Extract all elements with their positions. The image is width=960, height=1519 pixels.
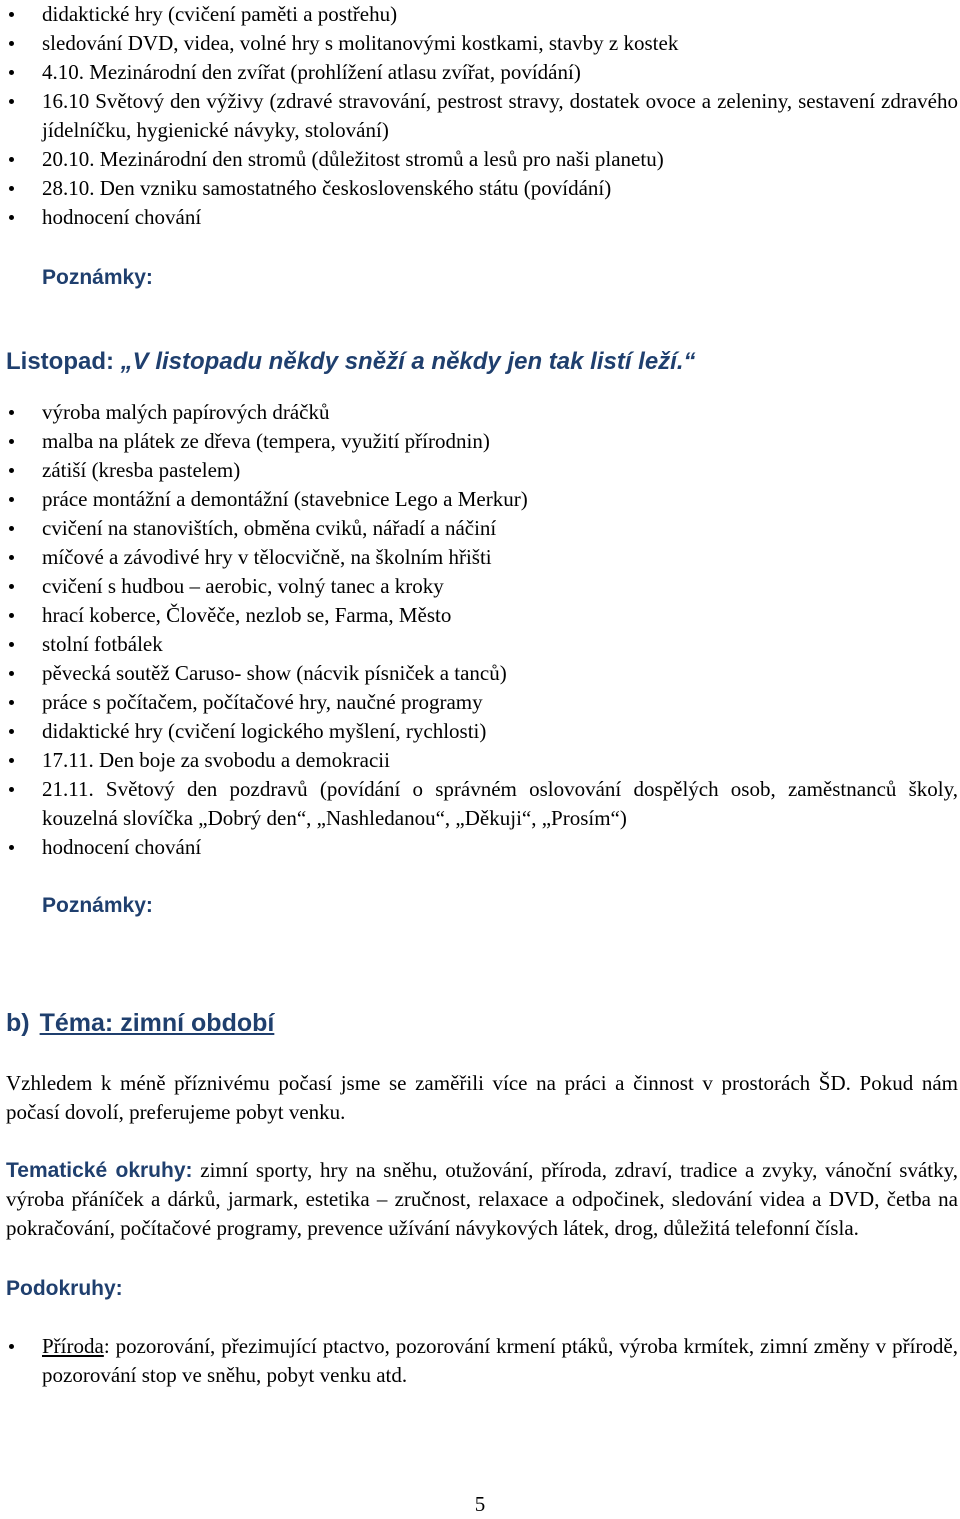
- list-item: didaktické hry (cvičení logického myšlení, rychlosti): [6, 717, 958, 746]
- list-item: stolní fotbálek: [6, 630, 958, 659]
- subtopic-name: Příroda: [42, 1334, 104, 1358]
- list-item: 28.10. Den vzniku samostatného československého státu (povídání): [6, 174, 958, 203]
- notes-label: Poznámky:: [42, 266, 153, 289]
- subtopics-list: [6, 1332, 958, 1390]
- list-item: cvičení s hudbou – aerobic, volný tanec a kroky: [6, 572, 958, 601]
- list-item: hodnocení chování: [6, 203, 958, 232]
- list-item: hodnocení chování: [6, 833, 958, 862]
- page-number: 5: [474, 1492, 486, 1516]
- month-heading-november: [6, 347, 958, 376]
- list-item: míčové a závodivé hry v tělocvičně, na školním hřišti: [6, 543, 958, 572]
- section-title-text: Téma: zimní období: [39, 1009, 275, 1037]
- intro-paragraph: Vzhledem k méně příznivému počasí jsme se zaměřili více na práci a činnost v prostorách ŠD. Pokud nám počasí dovolí, preferujeme pobyt venku.: [6, 1071, 958, 1124]
- activity-list-october: [6, 0, 958, 232]
- list-item: cvičení na stanovištích, obměna cviků, nářadí a náčiní: [6, 514, 958, 543]
- list-item: pěvecká soutěž Caruso- show (nácvik písniček a tanců): [6, 659, 958, 688]
- month-quote: „V listopadu někdy sněží a někdy jen tak listí leží.“: [120, 348, 696, 375]
- list-item: 20.10. Mezinárodní den stromů (důležitost stromů a lesů pro naši planetu): [6, 145, 958, 174]
- list-item: práce montážní a demontážní (stavebnice Lego a Merkur): [6, 485, 958, 514]
- list-item: sledování DVD, videa, volné hry s molitanovými kostkami, stavby z kostek: [6, 29, 958, 58]
- topics-label: Tematické okruhy:: [6, 1159, 193, 1182]
- section-title: [6, 1009, 958, 1038]
- subtopic-text: : pozorování, přezimující ptactvo, pozorování krmení ptáků, výroba krmítek, zimní změny v přírodě, pozorování stop ve sněhu, pobyt venku atd.: [42, 1334, 958, 1387]
- list-item: 16.10 Světový den výživy (zdravé stravování, pestrost stravy, dostatek ovoce a zeleniny, sestavení zdravého jídelníčku, hygienické návyky, stolování): [6, 87, 958, 145]
- list-item: 4.10. Mezinárodní den zvířat (prohlížení atlasu zvířat, povídání): [6, 58, 958, 87]
- list-item: didaktické hry (cvičení paměti a postřehu): [6, 0, 958, 29]
- section-prefix: b): [6, 1009, 30, 1037]
- document-page: [6, 0, 958, 1390]
- list-item: 17.11. Den boje za svobodu a demokracii: [6, 746, 958, 775]
- list-item: 21.11. Světový den pozdravů (povídání o správném oslovování dospělých osob, zaměstnanců školy, kouzelná slovíčka „Dobrý den“, „Nashledanou“, „Děkuji“, „Prosím“): [6, 775, 958, 833]
- list-item: zátiší (kresba pastelem): [6, 456, 958, 485]
- topics-text: zimní sporty, hry na sněhu, otužování, příroda, zdraví, tradice a zvyky, vánoční svátky, výroba přáníček a dárků, jarmark, estetika – zručnost, relaxace a odpočinek, sledování videa a DVD, četba na pokračování, počítačové programy, prevence užívání návykových látek, drog, důležitá telefonní čísla.: [6, 1158, 959, 1240]
- month-label: Listopad:: [6, 348, 114, 375]
- list-item: malba na plátek ze dřeva (tempera, využití přírodnin): [6, 427, 958, 456]
- topics-paragraph: [6, 1156, 958, 1243]
- subtopic-item: [6, 1332, 958, 1390]
- notes-label: Poznámky:: [42, 894, 153, 917]
- list-item: práce s počítačem, počítačové hry, naučné programy: [6, 688, 958, 717]
- list-item: hrací koberce, Člověče, nezlob se, Farma, Město: [6, 601, 958, 630]
- list-item: výroba malých papírových dráčků: [6, 398, 958, 427]
- activity-list-november: [6, 398, 958, 862]
- subtopics-label: Podokruhy:: [6, 1277, 123, 1300]
